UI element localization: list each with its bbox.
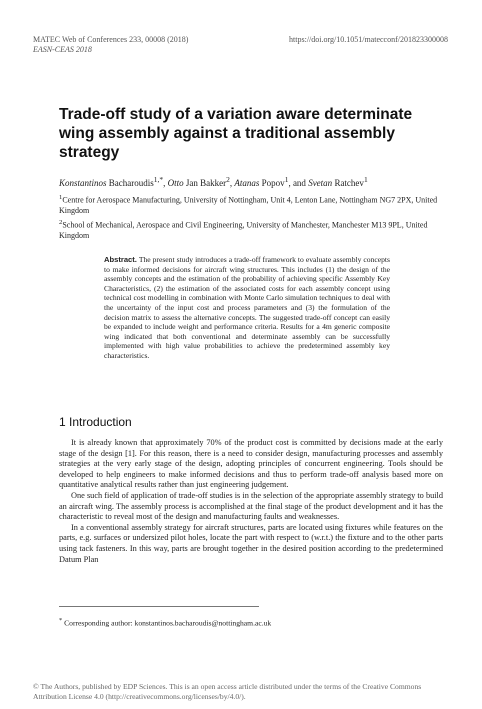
paragraph: One such field of application of trade-off studies is in the selection of the appropriate assembly strategy to build an aircraft wing. The assembly process is accomplished at the final stage of the product development and it has the characteristic to reveal most of the design and manufacturing faults and weaknesses. [59,490,443,522]
abstract-text: The present study introduces a trade-off framework to evaluate assembly concepts to make informed decisions for aircraft wing structures. This includes (1) the design of the assembly concepts and the estimation of the probability of achieving specific Assembly Key Characteristics, (2) the estimation of the associated costs for each assembly concept using technical cost modelling in combination with Monte Carlo simulation techniques to deal with the uncertainty of the input cost and process parameters and (3) the formulation of the decision matrix to assess the alternative concepts. The suggested trade-off concept can easily be expanded to include weight and performance criteria. Results for a 4m generic composite wing indicated that both conventional and determinate assembly can be successfully implemented with high value probabilities to achieve the predetermined assembly key characteristics. [104,255,390,360]
author-family-name: Jan Bakker [185,178,227,188]
affiliation-list [59,193,443,243]
footnote-rule [59,606,259,607]
journal-citation: MATEC Web of Conferences 233, 00008 (2018) [33,35,189,44]
abstract [104,255,390,361]
author-given-name: Svetan [308,178,333,188]
author-given-name: Atanas [234,178,260,188]
author-affil-mark: 1,* [153,175,164,184]
doi-link[interactable]: https://doi.org/10.1051/matecconf/201823300008 [289,35,448,44]
affiliation: $^1$Centre for Aerospace Manufacturing, University of Nottingham, Unit 4, Lenton Lane, Nottingham NG7 2PX, United Kingdom [59,194,438,216]
author-family-name: Bacharoudis [108,178,154,188]
section-heading: 1 Introduction [59,415,132,429]
abstract-label: Abstract. [104,255,137,264]
conference-name: EASN-CEAS 2018 [33,45,92,54]
license-footer: © The Authors, published by EDP Sciences. This is an open access article distributed under the terms of the Creative Commons Attribution License 4.0 (http://creativecommons.org/licenses/by/4.0/). [33,682,422,701]
footnote-text: Corresponding author: konstantinos.bacharoudis@nottingham.ac.uk [64,618,272,628]
paragraph: It is already known that approximately 70% of the product cost is committed by decisions made at the early stage of the design [1]. For this reason, there is a need to consider design, manufacturing processes and assembly strategies at the very early stage of the design, adopting principles of concurrent engineering. Tools should be developed to help engineers to make informed decisions and thus to perform trade-off analysis based more on quantitative analytical results rather than just engineering judgement. [59,438,443,490]
footnote-mark: * [59,617,63,624]
author-family-name: Popov [261,178,285,188]
author-given-name: Otto [167,178,184,188]
author-family-name: Ratchev [334,178,364,188]
running-header [33,35,188,55]
author-given-name: Konstantinos [59,178,107,188]
section-body [59,438,443,565]
footnote [59,617,271,628]
paper-title: Trade-off study of a variation aware determinate wing assembly against a traditional assembly strategy [59,106,413,161]
author-affil-mark: 1 [363,175,368,184]
affiliation: $^2$School of Mechanical, Aerospace and Civil Engineering, University of Manchester, Manchester M13 9PL, United Kingdom [59,218,428,241]
author-affil-mark: 2 [226,175,230,184]
author-affil-mark: 1 [284,175,289,184]
author-list: Konstantinos Bacharoudis$^{1,*}$, Otto Jan Bakker$^2$, Atanas Popov$^1$, and Svetan Ratchev$^1$ [59,175,368,188]
paragraph: In a conventional assembly strategy for aircraft structures, parts are located using fixtures while features on the parts, e.g. surfaces or undersized pilot holes, locate the part with respect to (w.r.t.) the fixture and to the other parts using tack fasteners. In this way, parts are brought together in the desired position according to the predetermined Datum Plan [59,522,443,564]
